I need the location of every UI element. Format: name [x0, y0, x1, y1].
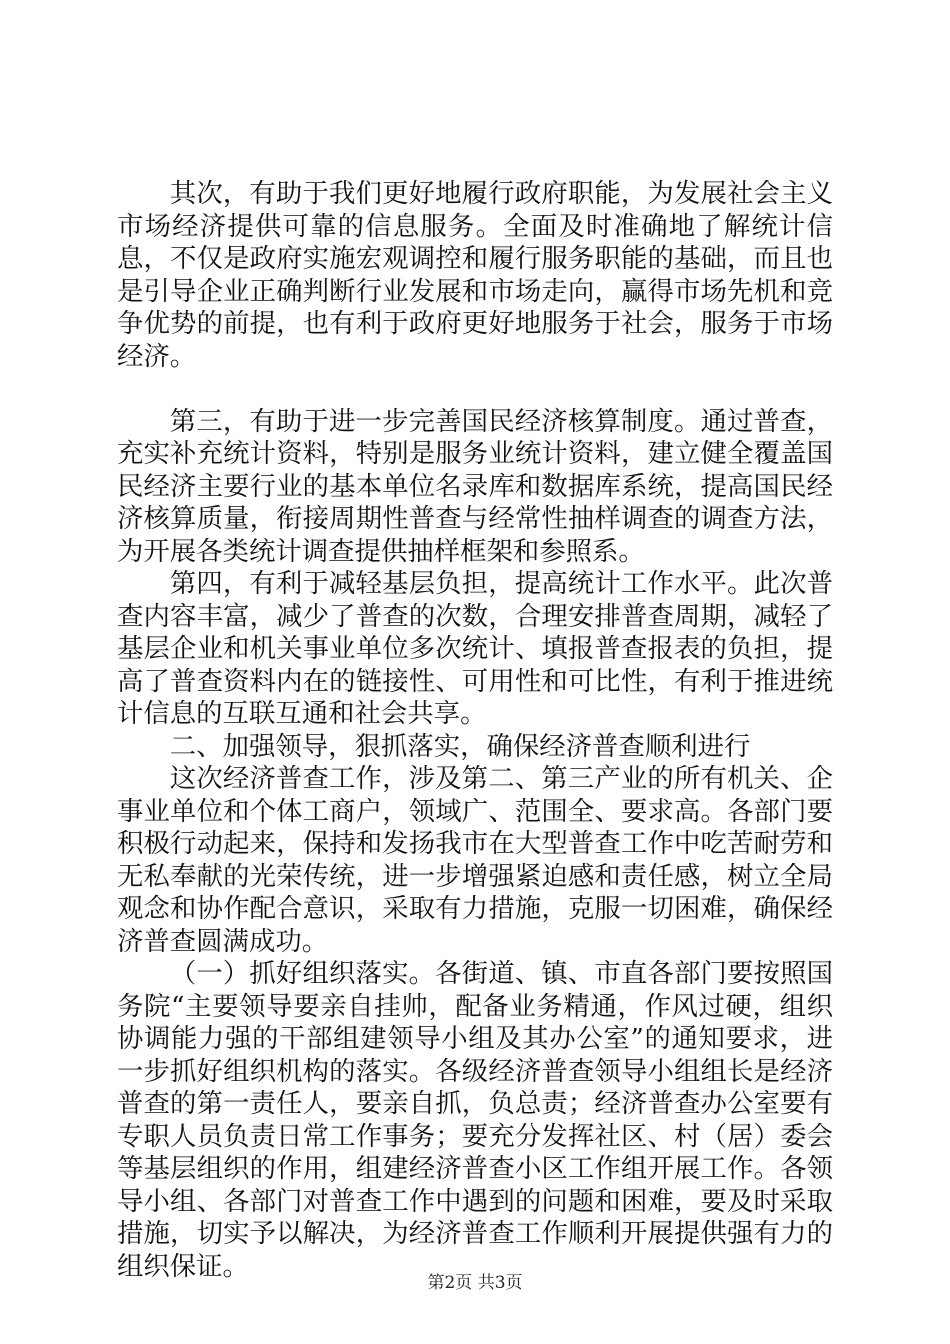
paragraph-census-work: 这次经济普查工作，涉及第二、第三产业的所有机关、企事业单位和个体工商户，领域广、范围全、要求高。各部门要积极行动起来，保持和发扬我市在大型普查工作中吃苦耐劳和无私奉献的光荣传统，进一步增强紧迫感和责任感，树立全局观念和协作配合意识，采取有力措施，克服一切困难，确保经济普查圆满成功。	[117, 763, 833, 957]
paragraph-second-point: 其次，有助于我们更好地履行政府职能，为发展社会主义市场经济提供可靠的信息服务。全面及时准确地了解统计信息，不仅是政府实施宏观调控和履行服务职能的基础，而且也是引导企业正确判断行业发展和市场走向，赢得市场先机和竞争优势的前提，也有利于政府更好地服务于社会，服务于市场经济。	[117, 178, 833, 372]
page-number-footer: 第2页 共3页	[427, 1273, 523, 1293]
document-body	[117, 178, 833, 1283]
paragraph-fourth-point: 第四，有利于减轻基层负担，提高统计工作水平。此次普查内容丰富，减少了普查的次数，合理安排普查周期，减轻了基层企业和机关事业单位多次统计、填报普查报表的负担，提高了普查资料内在的链接性、可用性和可比性，有利于推进统计信息的互联互通和社会共享。	[117, 568, 833, 729]
paragraph-spacer	[117, 373, 833, 406]
paragraph-organization: （一）抓好组织落实。各街道、镇、市直各部门要按照国务院“主要领导要亲自挂帅，配备业务精通，作风过硬，组织协调能力强的干部组建领导小组及其办公室”的通知要求，进一步抓好组织机构的落实。各级经济普查领导小组组长是经济普查的第一责任人，要亲自抓，负总责；经济普查办公室要有专职人员负责日常工作事务；要充分发挥社区、村（居）委会等基层组织的作用，组建经济普查小区工作组开展工作。各领导小组、各部门对普查工作中遇到的问题和困难，要及时采取措施，切实予以解决，为经济普查工作顺利开展提供强有力的组织保证。	[117, 958, 833, 1282]
section-heading: 二、加强领导，狠抓落实，确保经济普查顺利进行	[169, 730, 751, 762]
paragraph-third-point: 第三，有助于进一步完善国民经济核算制度。通过普查，充实补充统计资料，特别是服务业统计资料，建立健全覆盖国民经济主要行业的基本单位名录库和数据库系统，提高国民经济核算质量，衔接周期性普查与经常性抽样调查的调查方法，为开展各类统计调查提供抽样框架和参照系。	[117, 405, 833, 567]
